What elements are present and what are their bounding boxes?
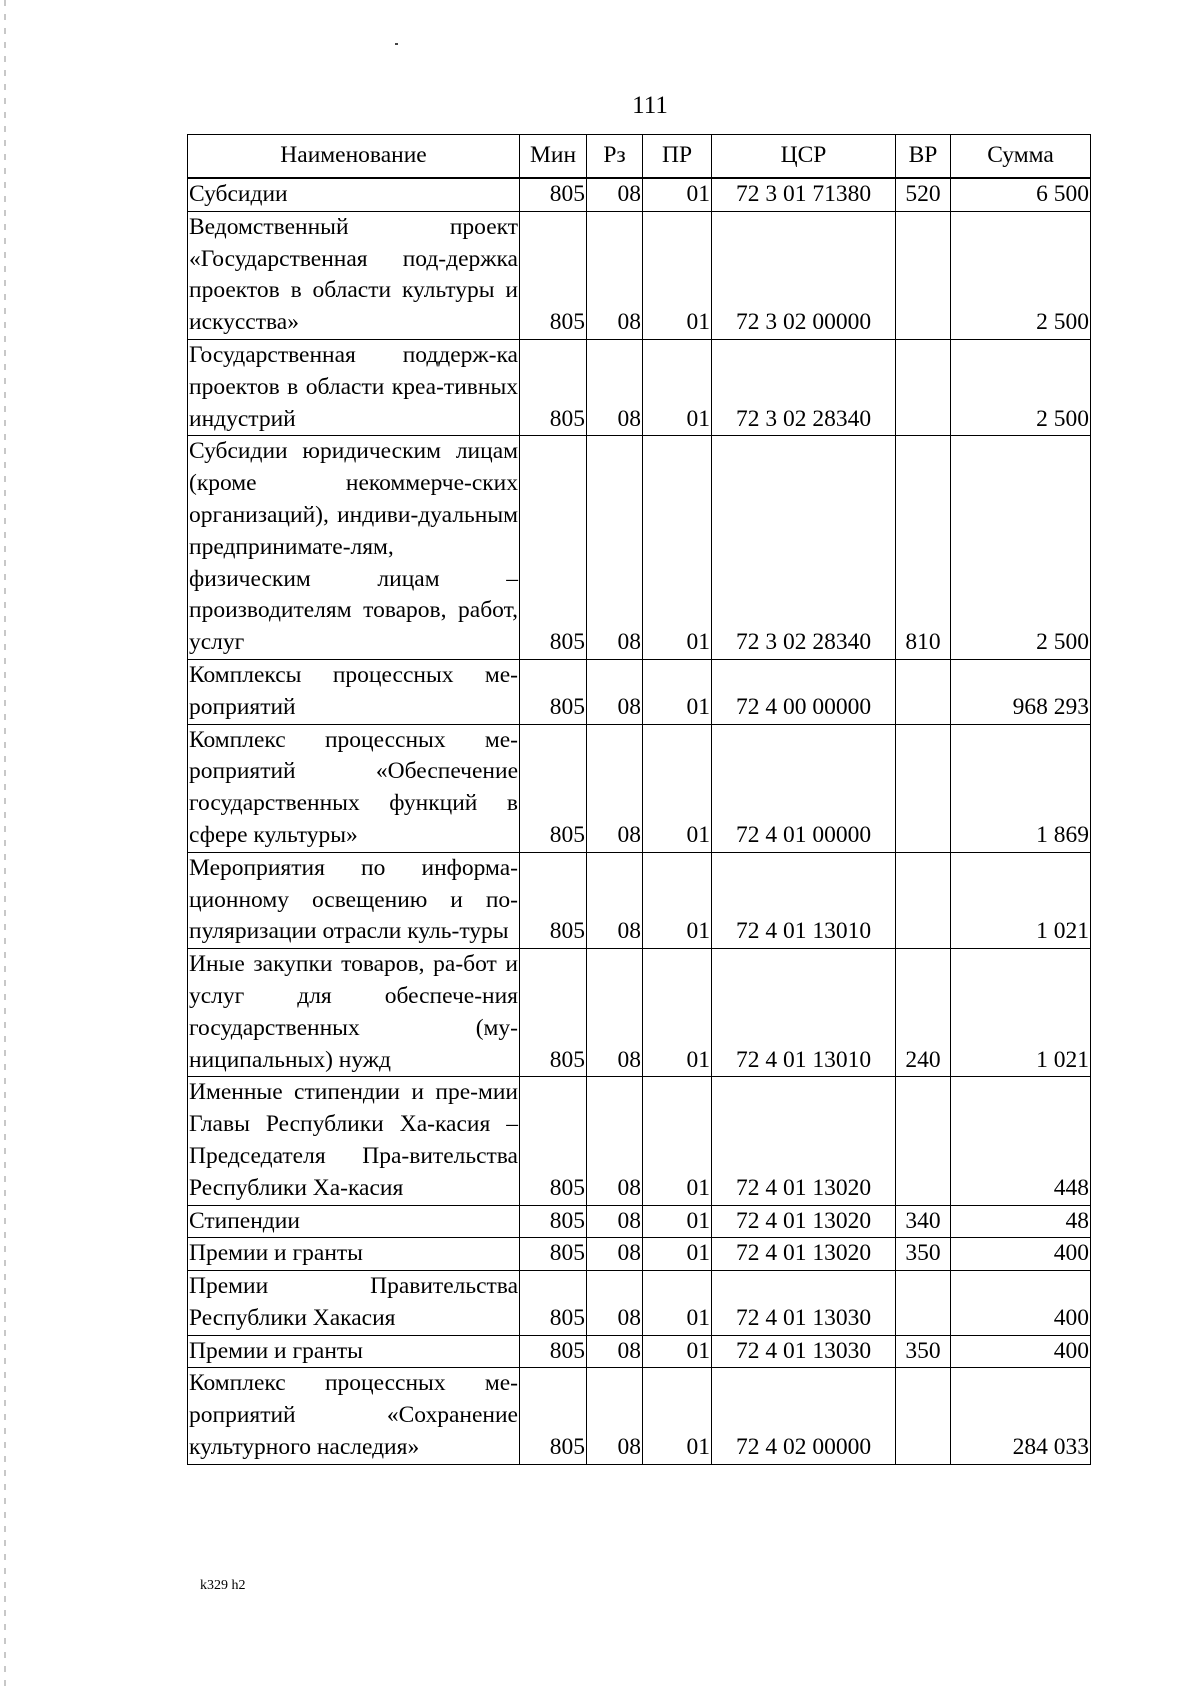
row-rz-cell: 08: [587, 1335, 643, 1368]
row-vr-cell: 810: [896, 436, 951, 660]
row-csr-cell: 72 3 01 71380: [712, 178, 896, 211]
row-rz-cell: 08: [587, 1205, 643, 1238]
row-vr-cell: 520: [896, 178, 951, 211]
table-row: [188, 852, 1091, 948]
row-rz-cell: 08: [587, 436, 643, 660]
row-name-cell: Субсидии юридическим лицам (кроме некоммерче-ских организаций), индиви-дуальным предпринимате-лям, физическим лицам – производителям товаров, работ, услуг: [188, 436, 520, 660]
row-csr-cell: 72 4 01 13030: [712, 1335, 896, 1368]
table-row: [188, 211, 1091, 339]
table-row: [188, 436, 1091, 660]
row-vr-cell: [896, 724, 951, 852]
header-csr: ЦСР: [712, 135, 896, 179]
row-rz-cell: 08: [587, 852, 643, 948]
row-csr-cell: 72 3 02 00000: [712, 211, 896, 339]
row-sum-cell: 1 869: [951, 724, 1091, 852]
row-name-cell: Мероприятия по информа-ционному освещению и по-пуляризации отрасли куль-туры: [188, 852, 520, 948]
row-sum-cell: 2 500: [951, 211, 1091, 339]
row-pr-cell: 01: [643, 178, 712, 211]
row-rz-cell: 08: [587, 659, 643, 724]
row-min-cell: 805: [520, 1335, 587, 1368]
row-pr-cell: 01: [643, 1368, 712, 1464]
row-name-cell: Комплекс процессных ме-роприятий «Обеспечение государственных функций в сфере культуры»: [188, 724, 520, 852]
row-csr-cell: 72 4 01 13010: [712, 949, 896, 1077]
row-vr-cell: 240: [896, 949, 951, 1077]
table-row: [188, 1238, 1091, 1271]
table-row: [188, 1271, 1091, 1336]
row-pr-cell: 01: [643, 724, 712, 852]
table-row: [188, 1077, 1091, 1205]
row-min-cell: 805: [520, 852, 587, 948]
row-vr-cell: [896, 1077, 951, 1205]
row-csr-cell: 72 4 01 13020: [712, 1205, 896, 1238]
row-min-cell: 805: [520, 949, 587, 1077]
row-rz-cell: 08: [587, 949, 643, 1077]
row-min-cell: 805: [520, 1238, 587, 1271]
row-name-cell: Комплексы процессных ме-роприятий: [188, 659, 520, 724]
row-pr-cell: 01: [643, 1077, 712, 1205]
row-vr-cell: [896, 1271, 951, 1336]
row-name-cell: Ведомственный проект «Государственная под-держка проектов в области культуры и искусства»: [188, 211, 520, 339]
row-sum-cell: 2 500: [951, 339, 1091, 435]
table-row: [188, 949, 1091, 1077]
row-pr-cell: 01: [643, 1271, 712, 1336]
row-sum-cell: 1 021: [951, 852, 1091, 948]
budget-table: [187, 134, 1091, 1465]
row-csr-cell: 72 3 02 28340: [712, 436, 896, 660]
row-name-cell: Стипендии: [188, 1205, 520, 1238]
table-row: [188, 659, 1091, 724]
row-csr-cell: 72 4 01 13020: [712, 1238, 896, 1271]
row-sum-cell: 1 021: [951, 949, 1091, 1077]
row-vr-cell: [896, 852, 951, 948]
row-sum-cell: 400: [951, 1238, 1091, 1271]
header-vr: ВР: [896, 135, 951, 179]
row-min-cell: 805: [520, 436, 587, 660]
table-header-row: [188, 135, 1091, 179]
header-name: Наименование: [188, 135, 520, 179]
row-rz-cell: 08: [587, 339, 643, 435]
row-pr-cell: 01: [643, 1335, 712, 1368]
row-rz-cell: 08: [587, 178, 643, 211]
row-rz-cell: 08: [587, 1368, 643, 1464]
row-pr-cell: 01: [643, 852, 712, 948]
header-min: Мин: [520, 135, 587, 179]
row-vr-cell: 350: [896, 1238, 951, 1271]
row-rz-cell: 08: [587, 1077, 643, 1205]
row-min-cell: 805: [520, 1205, 587, 1238]
row-name-cell: Премии Правительства Республики Хакасия: [188, 1271, 520, 1336]
row-name-cell: Субсидии: [188, 178, 520, 211]
row-vr-cell: 340: [896, 1205, 951, 1238]
row-pr-cell: 01: [643, 211, 712, 339]
row-vr-cell: 350: [896, 1335, 951, 1368]
row-csr-cell: 72 4 02 00000: [712, 1368, 896, 1464]
row-csr-cell: 72 4 01 13010: [712, 852, 896, 948]
scan-edge: [4, 0, 6, 1686]
row-min-cell: 805: [520, 1271, 587, 1336]
row-csr-cell: 72 4 00 00000: [712, 659, 896, 724]
row-pr-cell: 01: [643, 1238, 712, 1271]
row-sum-cell: 2 500: [951, 436, 1091, 660]
row-name-cell: Государственная поддерж-ка проектов в области креа-тивных индустрий: [188, 339, 520, 435]
row-csr-cell: 72 3 02 28340: [712, 339, 896, 435]
page-number: 111: [632, 92, 668, 119]
row-name-cell: Именные стипендии и пре-мии Главы Республики Ха-касия – Председателя Пра-вительства Республики Ха-касия: [188, 1077, 520, 1205]
table-row: [188, 1205, 1091, 1238]
table-row: [188, 339, 1091, 435]
footer-code: k329 h2: [200, 1578, 246, 1593]
row-vr-cell: [896, 211, 951, 339]
row-pr-cell: 01: [643, 339, 712, 435]
row-min-cell: 805: [520, 659, 587, 724]
row-csr-cell: 72 4 01 13020: [712, 1077, 896, 1205]
scan-speck: [395, 43, 398, 45]
row-csr-cell: 72 4 01 13030: [712, 1271, 896, 1336]
row-sum-cell: 400: [951, 1335, 1091, 1368]
row-rz-cell: 08: [587, 211, 643, 339]
row-pr-cell: 01: [643, 1205, 712, 1238]
row-pr-cell: 01: [643, 659, 712, 724]
row-name-cell: Премии и гранты: [188, 1335, 520, 1368]
row-min-cell: 805: [520, 1368, 587, 1464]
row-name-cell: Премии и гранты: [188, 1238, 520, 1271]
header-sum: Сумма: [951, 135, 1091, 179]
row-min-cell: 805: [520, 724, 587, 852]
row-sum-cell: 284 033: [951, 1368, 1091, 1464]
table-row: [188, 178, 1091, 211]
table-row: [188, 1335, 1091, 1368]
row-rz-cell: 08: [587, 1271, 643, 1336]
row-pr-cell: 01: [643, 949, 712, 1077]
row-csr-cell: 72 4 01 00000: [712, 724, 896, 852]
row-pr-cell: 01: [643, 436, 712, 660]
header-pr: ПР: [643, 135, 712, 179]
row-name-cell: Иные закупки товаров, ра-бот и услуг для обеспече-ния государственных (му-ниципальных) нужд: [188, 949, 520, 1077]
table-row: [188, 1368, 1091, 1464]
row-sum-cell: 48: [951, 1205, 1091, 1238]
row-vr-cell: [896, 659, 951, 724]
row-name-cell: Комплекс процессных ме-роприятий «Сохранение культурного наследия»: [188, 1368, 520, 1464]
row-sum-cell: 968 293: [951, 659, 1091, 724]
row-sum-cell: 448: [951, 1077, 1091, 1205]
row-vr-cell: [896, 1368, 951, 1464]
row-rz-cell: 08: [587, 724, 643, 852]
row-min-cell: 805: [520, 1077, 587, 1205]
row-rz-cell: 08: [587, 1238, 643, 1271]
row-min-cell: 805: [520, 178, 587, 211]
table-row: [188, 724, 1091, 852]
header-rz: Рз: [587, 135, 643, 179]
row-vr-cell: [896, 339, 951, 435]
row-sum-cell: 6 500: [951, 178, 1091, 211]
row-min-cell: 805: [520, 339, 587, 435]
row-sum-cell: 400: [951, 1271, 1091, 1336]
row-min-cell: 805: [520, 211, 587, 339]
